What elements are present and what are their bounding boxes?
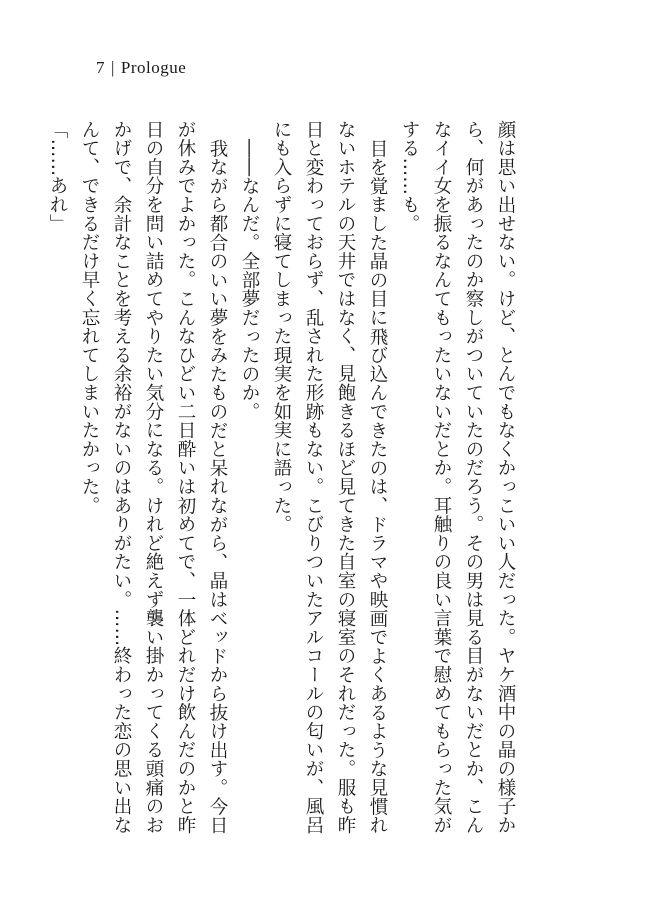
paragraph-4: 我ながら都合のいい夢をみたものだと呆れながら、晶はベッドから抜け出す。今日が休みでよかった。こんなひどい二日酔いは初めてで、一体どれだけ飲んだのかと昨日の自分を問い詰めてやりたい気分になる。けれど絶えず襲い掛かってくる頭痛のおかげで、余計なことを考える余裕がないのはありがたい。……終わった恋の思い出なんて、できるだけ早く忘れてしまいたかった。 <box>79 120 228 835</box>
chapter-title: Prologue <box>120 58 187 77</box>
paragraph-1: 顔は思い出せない。けど、とんでもなくかっこいい人だった。ヤケ酒中の晶の様子から、何があったのか察しがついていたのだろう。その男は見る目がないだとか、こんなイイ女を振るなんてもったいないだとか。耳触りの良い言葉で慰めてもらった気がする……も。 <box>399 120 516 835</box>
paragraph-2: 目を覚ました晶の目に飛び込んできたのは、ドラマや映画でよくあるような見慣れないホテルの天井ではなく、見飽きるほど見てきた自室の寝室のそれだった。服も昨日と変わっておらず、乱された形跡もない。こびりついたアルコールの匂いが、風呂にも入らずに寝てしまった現実を如実に語った。 <box>271 120 388 835</box>
page-number: 7 <box>96 58 105 77</box>
paragraph-3: ――なんだ。全部夢だったのか。 <box>239 138 260 421</box>
paragraph-5: 「……あれ」 <box>47 120 68 233</box>
header-separator: | <box>111 58 115 77</box>
running-header <box>96 58 186 78</box>
vertical-body-text <box>47 120 521 835</box>
